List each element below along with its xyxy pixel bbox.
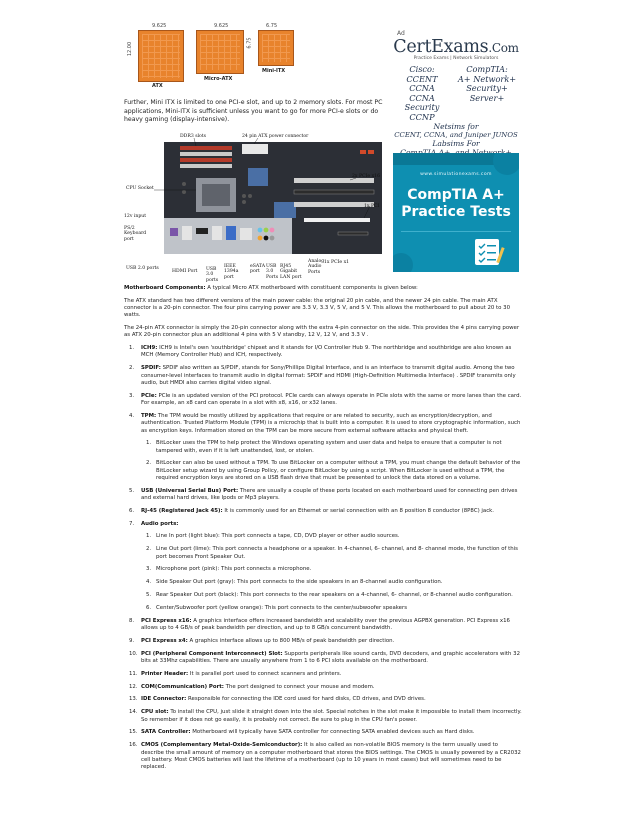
label-pcie-x16: 2x PCIe x16: [352, 174, 381, 179]
list-item: 4. TPM: The TPM would be mostly utilized by applications that require or are related to security, such as encryption/decryption, and authentication. Trusted Platform Module (TPM) is a microchip that is built into a computer. It is used to store cryptographic information, such as encryption keys. Information stored on the TPM can be more secure from external software attacks and physical theft. 1. BitLocker uses the TPM to help protect the Windows operating system and user data and helps to ensure that a computer is not tampered with, even if it is left unattended, lost, or stolen. 2. BitLocker can also be used without a TPM. To use BitLocker on a computer without a TPM, you must change the default behavior of the BitLocker setup wizard by using Group Policy, or configure BitLocker by using a script. When BitLocker is used without a TPM, the required encryption keys are stored on a USB flash drive that must be presented to unlock the data stored on a volume.: [129, 413, 521, 482]
paragraph: The 24-pin ATX connector is simply the 20-pin connector along with the extra 4-pin connector on the side. This provides the 4 pins carrying power as ATX 20-pin connector plus an additional 4 pins with 5 V standby, 12 V, 12 V, and 3.3 V .: [124, 325, 520, 339]
ad-comptia-column: CompTIA: A+ Network+ Security+ Server+: [457, 64, 517, 103]
atx-diagram: [126, 22, 190, 89]
list-item: 13. IDE Connector: Responsible for connecting the IDE cord used for hard disks, CD drives, and DVD drives.: [129, 696, 426, 703]
ad-line: Labsims For: [432, 139, 480, 149]
list-item: 7. Audio ports: 1. Line In port (light blue): This port connects a tape, CD, DVD player or other audio sources. 2. Line Out port (lime): This port connects a headphone or a speaker. In 4-channel, 6- channel, and 8- channel mode, the function of this port becomes Front Speaker Out. 3. Microphone port (pink): This port connects a microphone. 4. Side Speaker Out port (gray): This port connects to the side speakers in an 8-channel audio configuration. 5. Rear Speaker Out port (black): This port connects to the rear speakers on a 4-channel, 6- channel, or 8-channel audio configuration. 6. Center/Subwoofer port (yellow orange): This port connects to the center/subwoofer speakers: [124, 521, 522, 612]
tpm-sublist: [141, 440, 522, 482]
micro-atx-label: Micro-ATX: [204, 76, 233, 82]
simulationexams-banner[interactable]: [393, 153, 519, 272]
list-item: 10. PCI (Peripheral Component Interconnect) Slot: Supports peripherals like sound cards, DVD decoders, and graphic accelerators with 32 bits at 33Mhz capabilities. There are usually anywhere from 1 to 6 PCI slots available on the motherboard.: [129, 650, 521, 665]
components-caption: Motherboard Components: A typical Micro ATX motherboard with constituent components is given below:: [124, 285, 418, 291]
sub-list-item: 2. Line Out port (lime): This port connects a headphone or a speaker. In 4-channel, 6- channel, and 8- channel mode, the function of this port becomes Front Speaker Out.: [146, 546, 518, 560]
list-item: 1. ICH9: ICH9 is Intel's own 'southbridge' chipset and it stands for I/O Controller Hub 9. The northbridge and southbridge are also known as MCH (Memory Controller Hub) and ICH, respectively.: [129, 345, 512, 359]
banner-title: CompTIA A+ Practice Tests: [401, 187, 511, 220]
list-item: 15. SATA Controller: Motherboard will typically have SATA controller for connecting SATA enabled devices such as Hard disks.: [129, 729, 475, 736]
components-list: [124, 345, 522, 772]
sub-list-item: 1. BitLocker uses the TPM to help protect the Windows operating system and user data and helps to ensure that a computer is not tampered with, even if it is left unattended, lost, or stolen.: [146, 440, 502, 454]
mini-itx-diagram: [246, 22, 302, 86]
mini-itx-label: Mini-ITX: [262, 68, 286, 74]
sub-list-item: 1. Line In port (light blue): This port connects a tape, CD, DVD player or other audio sources.: [146, 533, 400, 540]
label-usb20: USB 2.0 ports: [126, 266, 159, 271]
logo-tagline: Practice Exams | Network Simulators: [413, 56, 499, 61]
label-ps2-port: PS/2 Keyboard port: [124, 226, 147, 242]
atx-label: ATX: [152, 83, 163, 89]
paragraph: The ATX standard has two different versions of the main power cable: the original 20 pin cable, and the newer 24 pin cable. The main ATX connector is a 20-pin connector. The four pins carrying power are 3.3 V, 3.3 V, 5 V, and 5 V. This allows the motherboard to pull about 20 to 30 watts.: [124, 297, 511, 319]
micro-atx-diagram: [192, 22, 248, 86]
motherboard-diagram: [124, 128, 390, 276]
sub-list-item: 5. Rear Speaker Out port (black): This port connects to the rear speakers on a 4-channel, 6- channel, or 8-channel audio configuration.: [146, 592, 513, 599]
label-usb30-ports: USB 3.0 Ports: [266, 264, 279, 280]
micro-atx-width: 9.625: [214, 23, 229, 29]
ad-label: Ad: [397, 30, 405, 37]
certexams-ad[interactable]: [393, 37, 519, 149]
audio-sublist: [141, 533, 522, 612]
list-item: 12. COM(Communication) Port: The port designed to connect your mouse and modem.: [129, 683, 375, 690]
label-ddr3-slots: DDR3 slots: [180, 134, 207, 139]
motherboard-figure: [124, 128, 390, 283]
banner-url: www.simulationexams.com: [420, 172, 492, 177]
list-item: 11. Printer Header: It is parallel port used to connect scanners and printers.: [129, 670, 342, 677]
list-item: 8. PCI Express x16: A graphics interface offers increased bandwidth and scalability over the previous AGPBX generation. PCI Express x16 allows up to 4 GB/s of peak bandwidth per direction, and up to 8 GB/s concurrent bandwidth.: [129, 617, 510, 632]
article-body: [124, 285, 522, 777]
label-atx-power: 24 pin ATX power connector: [242, 134, 309, 139]
label-usb30: USB 3.0 ports: [206, 267, 219, 283]
label-cpu-socket: CPU Socket: [126, 186, 154, 191]
label-hdmi: HDMI Port: [172, 269, 198, 274]
label-12v-input: 12v input: [124, 214, 147, 219]
list-item: 6. RJ-45 (Registered Jack 45): It is commonly used for an Ethernet or serial connection with an 8 position 8 conductor (8P8C) jack.: [129, 508, 495, 515]
list-item: 9. PCI Express x4: A graphics interface allows up to 800 MB/s of peak bandwidth per direction.: [129, 637, 395, 644]
list-item: 16. CMOS (Complementary Metal-Oxide-Semiconductor): It is also called as non-volatile BIOS memory is the term usually used to describe the small amount of memory on a computer motherboard that stores the BIOS settings. The CMOS is usually powered by a CR2032 cell battery. Most CMOS batteries will last the lifetime of a motherboard (up to 10 years in most cases) but will sometimes need to be replaced.: [129, 742, 521, 771]
label-rj45: RJ45 Gigabit LAN port: [280, 264, 302, 280]
label-pci: 1x PCI: [364, 204, 380, 209]
checklist-icon: [473, 237, 507, 267]
mini-itx-width: 6.75: [266, 23, 278, 29]
sub-list-item: 3. Microphone port (pink): This port connects a microphone.: [146, 566, 312, 573]
atx-height: 12.00: [127, 41, 134, 57]
mini-itx-height: 6.75: [246, 37, 253, 49]
sub-list-item: 4. Side Speaker Out port (gray): This port connects to the side speakers in an 8-channel audio configuration.: [146, 579, 443, 586]
list-item: 2. SPDIF: SPDIF also written as S/PDIF, stands for Sony/Phillips Digital Interface, and is an interface to transmit digital audio. Among the two consumer-level interfaces to transmit audio in digital format: SPDIF and HDMI (High-Definition Multimedia Interface) . SPDIF transmits only audio, but HMDI also carries digital video signal.: [129, 365, 516, 387]
label-ieee1394: IEEE 1394a port: [224, 264, 239, 280]
label-esata: eSATA port: [250, 264, 266, 275]
list-item: 5. USB (Universal Serial Bus) Port: There are usually a couple of these ports located on each motherboard used for connecting pen drives and external hard drives, like Ipods or Mp3 players.: [129, 488, 518, 502]
label-pcie-x1: 1x PCIe x1: [324, 260, 350, 265]
label-analog-audio: Analog Audio Ports: [308, 259, 325, 275]
list-item: 14. CPU slot: To install the CPU, just slide it straight down into the slot. Special notches in the slot make it impossible to install them incorrectly. So remember if it does not go easily, it is probably not correct. Be sure to plug in the CPU fan's power.: [129, 709, 522, 723]
ad-cisco-column: Cisco: CCENT CCNA CCNA Security CCNP: [404, 64, 440, 122]
sub-list-item: 2. BitLocker can also be used without a TPM. To use BitLocker on a computer without a TPM, you must change the default behavior of the BitLocker setup wizard by using Group Policy, or configure BitLocker by using a script. When BitLocker is used without a TPM, the required encryption keys are stored on a USB flash drive that must be presented to unlock the data stored on a volume.: [146, 460, 521, 482]
ad-line: CCENT, CCNA, and Juniper JUNOS: [394, 131, 518, 140]
certexams-logo: CertExams.Com: [393, 37, 519, 57]
ad-line: Netsims for: [433, 121, 479, 131]
sub-list-item: 6. Center/Subwoofer port (yellow orange): This port connects to the center/subwoofer speakers: [146, 604, 408, 611]
atx-width: 9.625: [152, 23, 167, 29]
intro-paragraph: Further, Mini ITX is limited to one PCI-e slot, and up to 2 memory slots. For most PC applications, Mini-ITX is sufficient unless you want to go for more PCI-e slots or do heavy gaming (display-intensive).: [124, 99, 383, 124]
list-item: 3. PCIe: PCIe is an updated version of the PCI protocol. PCIe cards can always operate in PCIe slots with the same or more lanes than the card. For example, an x8 card can operate in a slot with x8, x16, or x32 lanes.: [129, 392, 522, 407]
